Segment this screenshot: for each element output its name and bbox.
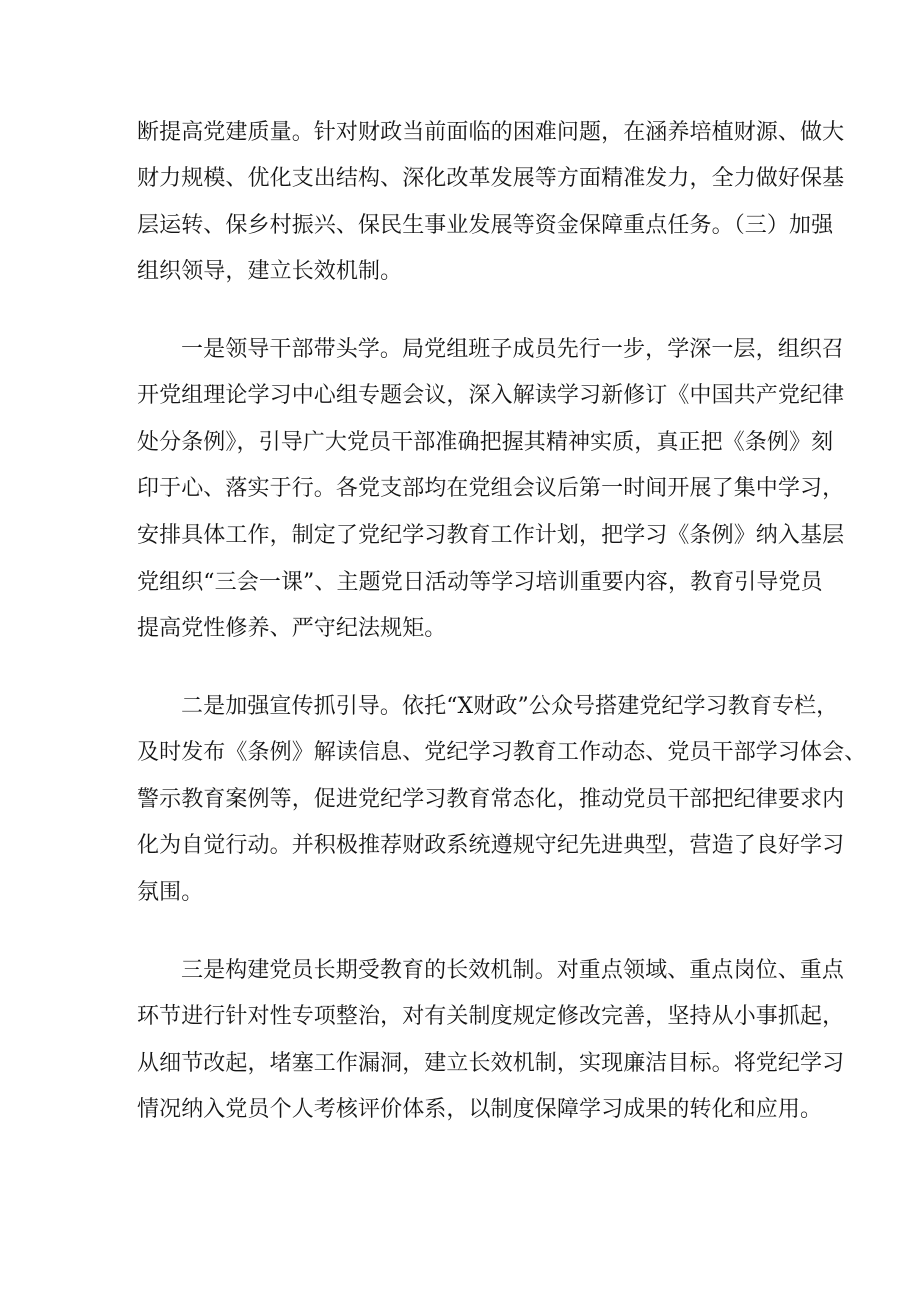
paragraph-line: 断提高党建质量。针对财政当前面临的困难问题，在涵养培植财源、做大: [137, 120, 845, 145]
paragraph-line: 二是加强宣传抓引导。依托“X财政”公众号搭建党纪学习教育专栏，: [181, 694, 839, 719]
paragraph-line: 情况纳入党员个人考核评价体系，以制度保障学习成果的转化和应用。: [137, 1097, 823, 1122]
paragraph-line: 开党组理论学习中心组专题会议，深入解读学习新修订《中国共产党纪律: [137, 383, 845, 408]
paragraph-line: 三是构建党员长期受教育的长效机制。对重点领域、重点岗位、重点: [181, 958, 845, 983]
paragraph-line: 党组织“三会一课”、主题党日活动等学习培训重要内容，教育引导党员: [137, 570, 823, 595]
paragraph-line: 印于心、落实于行。各党支部均在党组会议后第一时间开展了集中学习，: [137, 476, 845, 501]
paragraph-line: 环节进行针对性专项整治，对有关制度规定修改完善，坚持从小事抓起，: [137, 1004, 845, 1029]
paragraph-line: 处分条例》，引导广大党员干部准确把握其精神实质，真正把《条例》刻: [137, 430, 834, 455]
paragraph-line: 层运转、保乡村振兴、保民生事业发展等资金保障重点任务。（三）加强: [137, 213, 834, 238]
paragraph-line: 氛围。: [137, 880, 204, 905]
paragraph-line: 化为自觉行动。并积极推荐财政系统遵规守纪先进典型，营造了良好学习: [137, 833, 845, 858]
paragraph-line: 警示教育案例等，促进党纪学习教育常态化，推动党员干部把纪律要求内: [137, 787, 845, 812]
paragraph-line: 提高党性修养、严守纪法规矩。: [137, 616, 447, 641]
paragraph-line: 安排具体工作，制定了党纪学习教育工作计划，把学习《条例》纳入基层: [137, 523, 845, 548]
paragraph-line: 财力规模、优化支出结构、深化改革发展等方面精准发力，全力做好保基: [137, 166, 845, 191]
paragraph-line: 组织领导，建立长效机制。: [137, 259, 403, 284]
paragraph-line: 及时发布《条例》解读信息、党纪学习教育工作动态、党员干部学习体会、: [137, 740, 867, 765]
paragraph-line: 一是领导干部带头学。局党组班子成员先行一步，学深一层，组织召: [181, 337, 845, 362]
paragraph-line: 从细节改起，堵塞工作漏洞，建立长效机制，实现廉洁目标。将党纪学习: [137, 1051, 845, 1076]
